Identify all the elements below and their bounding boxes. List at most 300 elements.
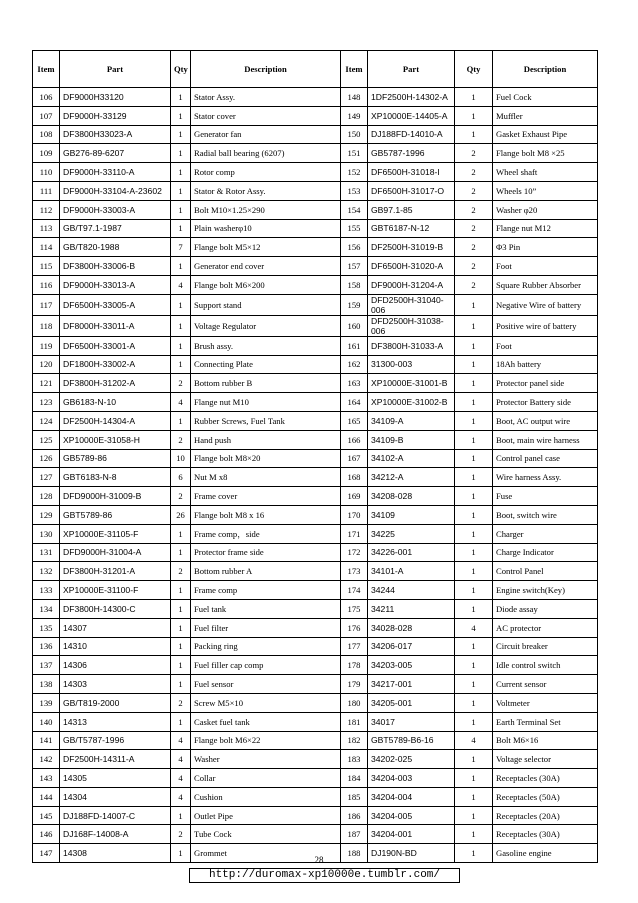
qty-cell: 1 bbox=[455, 505, 493, 524]
part-cell: DF9000H33120 bbox=[60, 88, 171, 107]
description-cell: Square Rubber Absorber bbox=[493, 275, 598, 294]
description-cell: Packing ring bbox=[191, 637, 341, 656]
qty-cell: 7 bbox=[171, 238, 191, 257]
qty-cell: 1 bbox=[171, 806, 191, 825]
description-cell: Fuse bbox=[493, 487, 598, 506]
item-cell: 129 bbox=[33, 505, 60, 524]
qty-cell: 1 bbox=[171, 524, 191, 543]
part-cell: DFD9000H-31009-B bbox=[60, 487, 171, 506]
description-cell: Flange bolt M6×22 bbox=[191, 731, 341, 750]
part-cell: DF9000H-33104-A-23602 bbox=[60, 181, 171, 200]
header-item: Item bbox=[33, 51, 60, 88]
description-cell: Voltage Regulator bbox=[191, 315, 341, 336]
description-cell: Fuel filter bbox=[191, 618, 341, 637]
item-cell: 163 bbox=[341, 374, 368, 393]
qty-cell: 1 bbox=[455, 411, 493, 430]
part-cell: XP10000E-31001-B bbox=[368, 374, 455, 393]
description-cell: Receptacles (30A) bbox=[493, 769, 598, 788]
item-cell: 158 bbox=[341, 275, 368, 294]
part-cell: 34109 bbox=[368, 505, 455, 524]
part-cell: GBT6187-N-12 bbox=[368, 219, 455, 238]
table-row bbox=[33, 787, 598, 806]
description-cell: Frame comp，side bbox=[191, 524, 341, 543]
qty-cell: 1 bbox=[171, 411, 191, 430]
qty-cell: 1 bbox=[171, 163, 191, 182]
description-cell: Current sensor bbox=[493, 675, 598, 694]
description-cell: Circuit breaker bbox=[493, 637, 598, 656]
qty-cell: 4 bbox=[171, 769, 191, 788]
table-row bbox=[33, 430, 598, 449]
item-cell: 111 bbox=[33, 181, 60, 200]
table-row bbox=[33, 618, 598, 637]
part-cell: 34028-028 bbox=[368, 618, 455, 637]
qty-cell: 1 bbox=[171, 106, 191, 125]
qty-cell: 2 bbox=[171, 562, 191, 581]
part-cell: GB/T97.1-1987 bbox=[60, 219, 171, 238]
part-cell: GBT5789-B6-16 bbox=[368, 731, 455, 750]
qty-cell: 4 bbox=[171, 731, 191, 750]
qty-cell: 1 bbox=[455, 294, 493, 315]
description-cell: Diode assay bbox=[493, 599, 598, 618]
description-cell: Cushion bbox=[191, 787, 341, 806]
qty-cell: 2 bbox=[455, 181, 493, 200]
description-cell: Washer bbox=[191, 750, 341, 769]
description-cell: Protector Battery side bbox=[493, 393, 598, 412]
part-cell: 34204-005 bbox=[368, 806, 455, 825]
part-cell: GB5787-1996 bbox=[368, 144, 455, 163]
description-cell: Boot, switch wire bbox=[493, 505, 598, 524]
qty-cell: 6 bbox=[171, 468, 191, 487]
description-cell: Boot, AC output wire bbox=[493, 411, 598, 430]
description-cell: Screw M5×10 bbox=[191, 693, 341, 712]
description-cell: Connecting Plate bbox=[191, 355, 341, 374]
item-cell: 156 bbox=[341, 238, 368, 257]
item-cell: 167 bbox=[341, 449, 368, 468]
description-cell: Receptacles (20A) bbox=[493, 806, 598, 825]
item-cell: 159 bbox=[341, 294, 368, 315]
table-row bbox=[33, 238, 598, 257]
description-cell: Hand push bbox=[191, 430, 341, 449]
description-cell: Outlet Pipe bbox=[191, 806, 341, 825]
item-cell: 142 bbox=[33, 750, 60, 769]
part-cell: DF3800H-31201-A bbox=[60, 562, 171, 581]
description-cell: Protector panel side bbox=[493, 374, 598, 393]
item-cell: 144 bbox=[33, 787, 60, 806]
part-cell: DF3800H33023-A bbox=[60, 125, 171, 144]
qty-cell: 1 bbox=[455, 487, 493, 506]
part-cell: DF6500H-33005-A bbox=[60, 294, 171, 315]
part-cell: DF2500H-14304-A bbox=[60, 411, 171, 430]
header-row bbox=[33, 51, 598, 88]
item-cell: 157 bbox=[341, 257, 368, 276]
header-qty: Qty bbox=[455, 51, 493, 88]
description-cell: Washer φ20 bbox=[493, 200, 598, 219]
part-cell: 34202-025 bbox=[368, 750, 455, 769]
table-row bbox=[33, 656, 598, 675]
part-cell: 34225 bbox=[368, 524, 455, 543]
table-row bbox=[33, 106, 598, 125]
part-cell: 34204-001 bbox=[368, 825, 455, 844]
part-cell: 34102-A bbox=[368, 449, 455, 468]
item-cell: 155 bbox=[341, 219, 368, 238]
description-cell: Bottom rubber B bbox=[191, 374, 341, 393]
description-cell: Bolt M6×16 bbox=[493, 731, 598, 750]
part-cell: 14308 bbox=[60, 844, 171, 863]
item-cell: 165 bbox=[341, 411, 368, 430]
description-cell: Collar bbox=[191, 769, 341, 788]
part-cell: DF3800H-31033-A bbox=[368, 336, 455, 355]
table-row bbox=[33, 543, 598, 562]
item-cell: 132 bbox=[33, 562, 60, 581]
qty-cell: 1 bbox=[455, 844, 493, 863]
part-cell: 34226-001 bbox=[368, 543, 455, 562]
item-cell: 118 bbox=[33, 315, 60, 336]
description-cell: Charger bbox=[493, 524, 598, 543]
qty-cell: 1 bbox=[455, 125, 493, 144]
qty-cell: 2 bbox=[455, 257, 493, 276]
description-cell: Bolt M10×1.25×290 bbox=[191, 200, 341, 219]
table-row bbox=[33, 581, 598, 600]
description-cell: Muffler bbox=[493, 106, 598, 125]
item-cell: 168 bbox=[341, 468, 368, 487]
part-cell: XP10000E-14405-A bbox=[368, 106, 455, 125]
part-cell: 34204-003 bbox=[368, 769, 455, 788]
part-cell: DJ188FD-14007-C bbox=[60, 806, 171, 825]
description-cell: Generator end cover bbox=[191, 257, 341, 276]
part-cell: DF9000H-33003-A bbox=[60, 200, 171, 219]
description-cell: Engine switch(Key) bbox=[493, 581, 598, 600]
part-cell: DJ168F-14008-A bbox=[60, 825, 171, 844]
qty-cell: 1 bbox=[171, 637, 191, 656]
qty-cell: 1 bbox=[455, 562, 493, 581]
item-cell: 107 bbox=[33, 106, 60, 125]
qty-cell: 4 bbox=[455, 731, 493, 750]
part-cell: 14313 bbox=[60, 712, 171, 731]
item-cell: 145 bbox=[33, 806, 60, 825]
qty-cell: 1 bbox=[455, 637, 493, 656]
qty-cell: 1 bbox=[455, 599, 493, 618]
description-cell: Negative Wire of battery bbox=[493, 294, 598, 315]
part-cell: DF6500H-31017-O bbox=[368, 181, 455, 200]
part-cell: DF3800H-31202-A bbox=[60, 374, 171, 393]
item-cell: 178 bbox=[341, 656, 368, 675]
item-cell: 150 bbox=[341, 125, 368, 144]
description-cell: Flange bolt M8 ×25 bbox=[493, 144, 598, 163]
item-cell: 124 bbox=[33, 411, 60, 430]
footer-url: http://duromax-xp10000e.tumblr.com/ bbox=[189, 868, 460, 883]
item-cell: 113 bbox=[33, 219, 60, 238]
item-cell: 117 bbox=[33, 294, 60, 315]
table-row bbox=[33, 181, 598, 200]
description-cell: Earth Terminal Set bbox=[493, 712, 598, 731]
item-cell: 153 bbox=[341, 181, 368, 200]
item-cell: 149 bbox=[341, 106, 368, 125]
description-cell: Flange nut M12 bbox=[493, 219, 598, 238]
qty-cell: 1 bbox=[455, 524, 493, 543]
qty-cell: 1 bbox=[171, 257, 191, 276]
item-cell: 119 bbox=[33, 336, 60, 355]
qty-cell: 4 bbox=[171, 750, 191, 769]
qty-cell: 1 bbox=[455, 430, 493, 449]
table-row bbox=[33, 750, 598, 769]
description-cell: Support stand bbox=[191, 294, 341, 315]
part-cell: 14304 bbox=[60, 787, 171, 806]
table-row bbox=[33, 336, 598, 355]
qty-cell: 2 bbox=[171, 825, 191, 844]
item-cell: 146 bbox=[33, 825, 60, 844]
qty-cell: 1 bbox=[171, 336, 191, 355]
item-cell: 148 bbox=[341, 88, 368, 107]
part-cell: 34212-A bbox=[368, 468, 455, 487]
table-row bbox=[33, 144, 598, 163]
description-cell: Voltmeter bbox=[493, 693, 598, 712]
part-cell: GB5789-86 bbox=[60, 449, 171, 468]
part-cell: GB276-89-6207 bbox=[60, 144, 171, 163]
qty-cell: 1 bbox=[455, 675, 493, 694]
qty-cell: 1 bbox=[455, 581, 493, 600]
item-cell: 170 bbox=[341, 505, 368, 524]
item-cell: 160 bbox=[341, 315, 368, 336]
qty-cell: 2 bbox=[171, 487, 191, 506]
qty-cell: 1 bbox=[455, 106, 493, 125]
qty-cell: 1 bbox=[171, 581, 191, 600]
part-cell: DF9000H-33013-A bbox=[60, 275, 171, 294]
description-cell: Wire harness Assy. bbox=[493, 468, 598, 487]
part-cell: 34109-A bbox=[368, 411, 455, 430]
description-cell: Nut M x8 bbox=[191, 468, 341, 487]
table-row bbox=[33, 449, 598, 468]
description-cell: Voltage selector bbox=[493, 750, 598, 769]
part-cell: GBT5789-86 bbox=[60, 505, 171, 524]
qty-cell: 2 bbox=[171, 430, 191, 449]
table-row bbox=[33, 806, 598, 825]
item-cell: 120 bbox=[33, 355, 60, 374]
qty-cell: 2 bbox=[455, 219, 493, 238]
header-part: Part bbox=[368, 51, 455, 88]
qty-cell: 2 bbox=[171, 693, 191, 712]
item-cell: 126 bbox=[33, 449, 60, 468]
item-cell: 161 bbox=[341, 336, 368, 355]
part-cell: GB6183-N-10 bbox=[60, 393, 171, 412]
item-cell: 183 bbox=[341, 750, 368, 769]
item-cell: 176 bbox=[341, 618, 368, 637]
qty-cell: 1 bbox=[455, 449, 493, 468]
part-cell: 34217-001 bbox=[368, 675, 455, 694]
qty-cell: 1 bbox=[171, 844, 191, 863]
table-row bbox=[33, 599, 598, 618]
part-cell: DF3800H-14300-C bbox=[60, 599, 171, 618]
qty-cell: 2 bbox=[171, 374, 191, 393]
qty-cell: 2 bbox=[455, 275, 493, 294]
description-cell: Wheels 10” bbox=[493, 181, 598, 200]
item-cell: 171 bbox=[341, 524, 368, 543]
part-cell: DF8000H-33011-A bbox=[60, 315, 171, 336]
part-cell: 1DF2500H-14302-A bbox=[368, 88, 455, 107]
description-cell: Idle control switch bbox=[493, 656, 598, 675]
description-cell: 18Ah battery bbox=[493, 355, 598, 374]
qty-cell: 1 bbox=[455, 693, 493, 712]
item-cell: 185 bbox=[341, 787, 368, 806]
qty-cell: 4 bbox=[171, 787, 191, 806]
qty-cell: 1 bbox=[171, 144, 191, 163]
qty-cell: 1 bbox=[171, 181, 191, 200]
description-cell: Flange nut M10 bbox=[191, 393, 341, 412]
part-cell: GB/T820-1988 bbox=[60, 238, 171, 257]
qty-cell: 1 bbox=[455, 750, 493, 769]
description-cell: Wheel shaft bbox=[493, 163, 598, 182]
description-cell: Stator cover bbox=[191, 106, 341, 125]
description-cell: Protector frame side bbox=[191, 543, 341, 562]
table-row bbox=[33, 393, 598, 412]
table-row bbox=[33, 219, 598, 238]
qty-cell: 1 bbox=[171, 618, 191, 637]
table-row bbox=[33, 257, 598, 276]
table-row bbox=[33, 374, 598, 393]
description-cell: Flange bolt M6×200 bbox=[191, 275, 341, 294]
qty-cell: 4 bbox=[171, 393, 191, 412]
item-cell: 182 bbox=[341, 731, 368, 750]
qty-cell: 1 bbox=[455, 393, 493, 412]
item-cell: 125 bbox=[33, 430, 60, 449]
qty-cell: 26 bbox=[171, 505, 191, 524]
table-row bbox=[33, 468, 598, 487]
qty-cell: 2 bbox=[455, 238, 493, 257]
qty-cell: 1 bbox=[171, 656, 191, 675]
item-cell: 180 bbox=[341, 693, 368, 712]
item-cell: 106 bbox=[33, 88, 60, 107]
item-cell: 115 bbox=[33, 257, 60, 276]
part-cell: DFD2500H-31040-006 bbox=[368, 294, 455, 315]
item-cell: 140 bbox=[33, 712, 60, 731]
qty-cell: 1 bbox=[455, 712, 493, 731]
part-cell: 14306 bbox=[60, 656, 171, 675]
part-cell: 34208-028 bbox=[368, 487, 455, 506]
table-row bbox=[33, 487, 598, 506]
qty-cell: 1 bbox=[455, 374, 493, 393]
header-qty: Qty bbox=[171, 51, 191, 88]
part-cell: 34206-017 bbox=[368, 637, 455, 656]
part-cell: DFD2500H-31038-006 bbox=[368, 315, 455, 336]
item-cell: 175 bbox=[341, 599, 368, 618]
item-cell: 109 bbox=[33, 144, 60, 163]
item-cell: 143 bbox=[33, 769, 60, 788]
description-cell: Radial ball bearing (6207) bbox=[191, 144, 341, 163]
qty-cell: 1 bbox=[171, 712, 191, 731]
item-cell: 110 bbox=[33, 163, 60, 182]
part-cell: XP10000E-31058-H bbox=[60, 430, 171, 449]
header-description: Description bbox=[191, 51, 341, 88]
part-cell: DJ190N-BD bbox=[368, 844, 455, 863]
qty-cell: 1 bbox=[171, 294, 191, 315]
part-cell: 34205-001 bbox=[368, 693, 455, 712]
description-cell: Foot bbox=[493, 336, 598, 355]
part-cell: XP10000E-31105-F bbox=[60, 524, 171, 543]
qty-cell: 2 bbox=[455, 200, 493, 219]
description-cell: Charge Indicator bbox=[493, 543, 598, 562]
qty-cell: 1 bbox=[455, 355, 493, 374]
table-row bbox=[33, 825, 598, 844]
description-cell: Positive wire of battery bbox=[493, 315, 598, 336]
description-cell: Brush assy. bbox=[191, 336, 341, 355]
description-cell: Flange bolt M8 x 16 bbox=[191, 505, 341, 524]
part-cell: DF2500H-31019-B bbox=[368, 238, 455, 257]
description-cell: Stator & Rotor Assy. bbox=[191, 181, 341, 200]
part-cell: DF9000H-33129 bbox=[60, 106, 171, 125]
qty-cell: 4 bbox=[455, 618, 493, 637]
item-cell: 112 bbox=[33, 200, 60, 219]
item-cell: 174 bbox=[341, 581, 368, 600]
item-cell: 135 bbox=[33, 618, 60, 637]
qty-cell: 1 bbox=[455, 825, 493, 844]
description-cell: Fuel Cock bbox=[493, 88, 598, 107]
qty-cell: 1 bbox=[455, 769, 493, 788]
item-cell: 130 bbox=[33, 524, 60, 543]
item-cell: 131 bbox=[33, 543, 60, 562]
part-cell: DF6500H-31020-A bbox=[368, 257, 455, 276]
part-cell: DF9000H-33110-A bbox=[60, 163, 171, 182]
header-description: Description bbox=[493, 51, 598, 88]
item-cell: 186 bbox=[341, 806, 368, 825]
description-cell: Fuel filler cap comp bbox=[191, 656, 341, 675]
description-cell: Rubber Screws, Fuel Tank bbox=[191, 411, 341, 430]
table-row bbox=[33, 524, 598, 543]
item-cell: 127 bbox=[33, 468, 60, 487]
table-row bbox=[33, 637, 598, 656]
part-cell: DF1800H-33002-A bbox=[60, 355, 171, 374]
qty-cell: 1 bbox=[171, 543, 191, 562]
item-cell: 151 bbox=[341, 144, 368, 163]
table-row bbox=[33, 675, 598, 694]
part-cell: 34101-A bbox=[368, 562, 455, 581]
qty-cell: 1 bbox=[171, 675, 191, 694]
part-cell: DF3800H-33006-B bbox=[60, 257, 171, 276]
description-cell: Rotor comp bbox=[191, 163, 341, 182]
item-cell: 136 bbox=[33, 637, 60, 656]
table-row bbox=[33, 200, 598, 219]
description-cell: Frame cover bbox=[191, 487, 341, 506]
item-cell: 147 bbox=[33, 844, 60, 863]
part-cell: XP10000E-31100-F bbox=[60, 581, 171, 600]
description-cell: Bottom rubber A bbox=[191, 562, 341, 581]
qty-cell: 10 bbox=[171, 449, 191, 468]
table-row bbox=[33, 712, 598, 731]
description-cell: Control Panel bbox=[493, 562, 598, 581]
item-cell: 121 bbox=[33, 374, 60, 393]
description-cell: Fuel sensor bbox=[191, 675, 341, 694]
description-cell: Foot bbox=[493, 257, 598, 276]
item-cell: 184 bbox=[341, 769, 368, 788]
part-cell: 34211 bbox=[368, 599, 455, 618]
description-cell: Generator fan bbox=[191, 125, 341, 144]
item-cell: 138 bbox=[33, 675, 60, 694]
part-cell: DF9000H-31204-A bbox=[368, 275, 455, 294]
part-cell: GB/T819-2000 bbox=[60, 693, 171, 712]
description-cell: Gasoline engine bbox=[493, 844, 598, 863]
part-cell: GBT6183-N-8 bbox=[60, 468, 171, 487]
part-cell: 31300-003 bbox=[368, 355, 455, 374]
part-cell: DF2500H-14311-A bbox=[60, 750, 171, 769]
item-cell: 133 bbox=[33, 581, 60, 600]
item-cell: 162 bbox=[341, 355, 368, 374]
part-cell: 14307 bbox=[60, 618, 171, 637]
part-cell: 34244 bbox=[368, 581, 455, 600]
description-cell: Φ3 Pin bbox=[493, 238, 598, 257]
table-row bbox=[33, 125, 598, 144]
part-cell: DJ188FD-14010-A bbox=[368, 125, 455, 144]
table-row bbox=[33, 315, 598, 336]
item-cell: 166 bbox=[341, 430, 368, 449]
header-part: Part bbox=[60, 51, 171, 88]
